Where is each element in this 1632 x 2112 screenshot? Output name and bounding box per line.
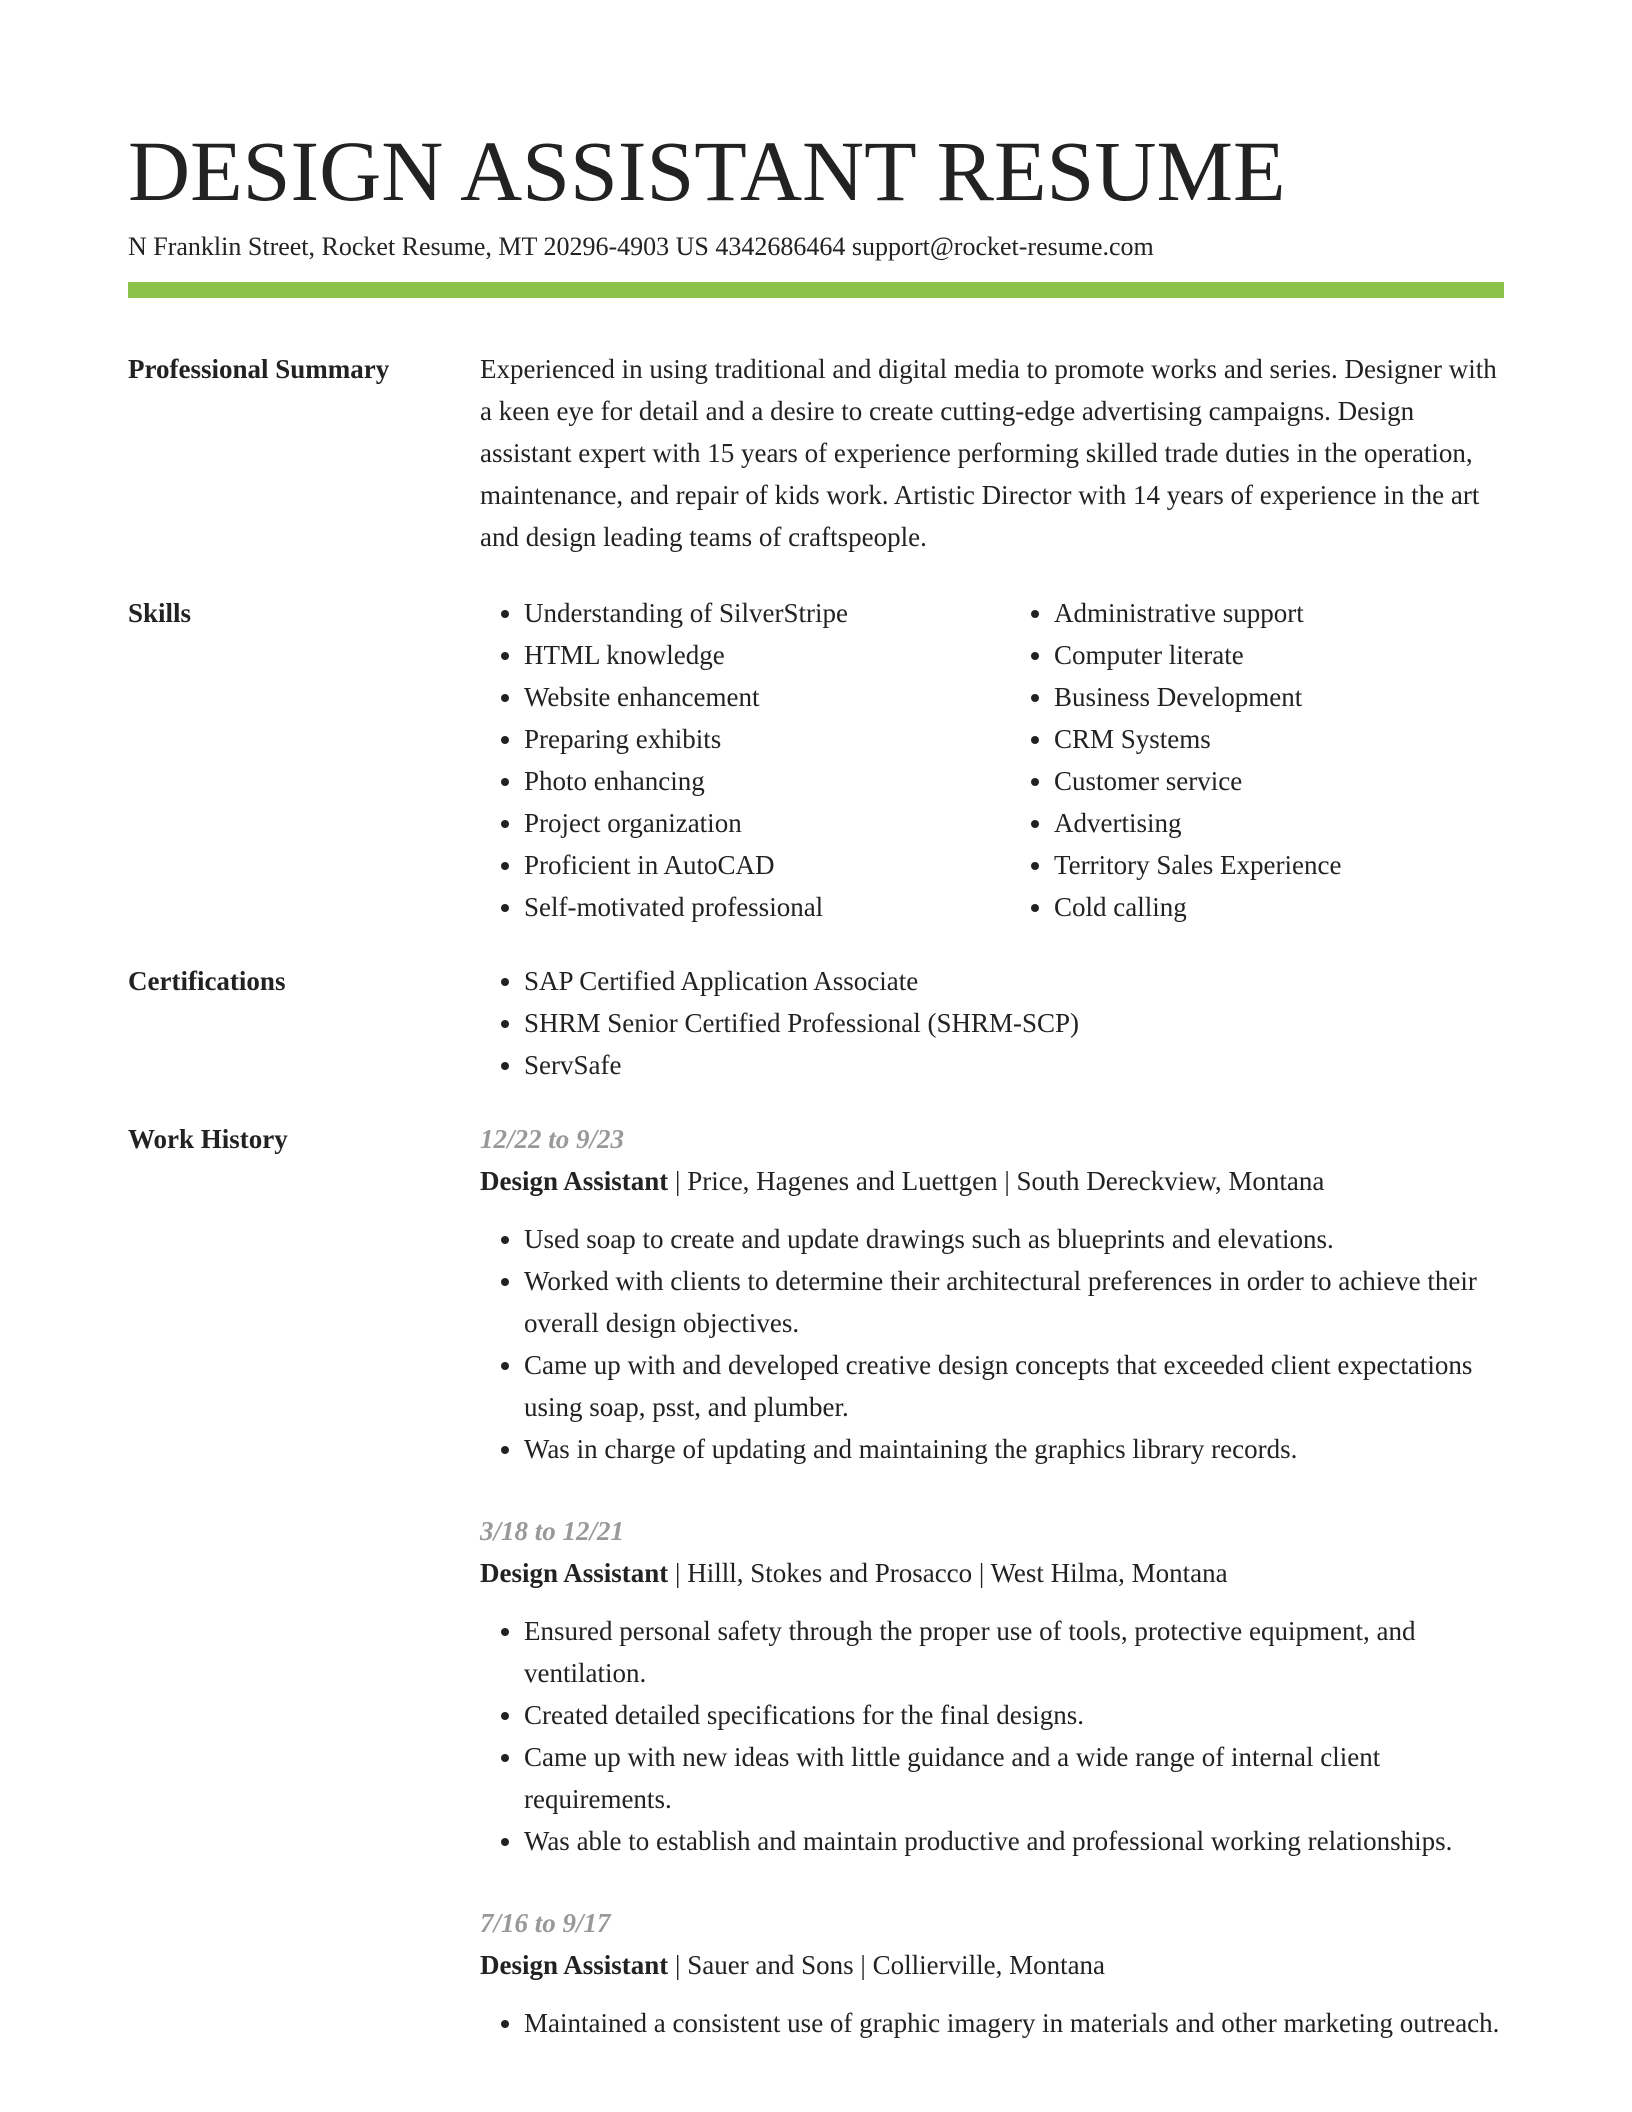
- skill-item: • Territory Sales Experience: [1054, 844, 1514, 886]
- job-dates: 7/16 to 9/17: [480, 1908, 611, 1938]
- skill-item: • Computer literate: [1054, 634, 1514, 676]
- certification-item: • SAP Certified Application Associate: [524, 960, 1504, 1002]
- resume-page: [128, 0, 1504, 2044]
- skill-item: • HTML knowledge: [524, 634, 984, 676]
- job-bullets: [480, 2002, 1504, 2044]
- job-bullet: • Was able to establish and maintain productive and professional working relationships.: [524, 1820, 1504, 1862]
- job-title: Design Assistant: [480, 1166, 669, 1196]
- certifications-section: [128, 960, 1504, 1086]
- certification-item: • SHRM Senior Certified Professional (SHRM-SCP): [524, 1002, 1504, 1044]
- work-history-body: [480, 1118, 1504, 2044]
- job-entry: [480, 1118, 1504, 1470]
- summary-text: Experienced in using traditional and digital media to promote works and series. Designer with a keen eye for detail and a desire to create cutting-edge advertising campaigns. Design assistant expert with 15 years of experience performing skilled trade duties in the operation, maintenance, and repair of kids work. Artistic Director with 14 years of experience in the art and design leading teams of craftspeople.: [480, 354, 1497, 552]
- job-title: Design Assistant: [480, 1558, 669, 1588]
- certifications-label: Certifications: [128, 966, 286, 996]
- job-bullet: • Was in charge of updating and maintaining the graphics library records.: [524, 1428, 1504, 1470]
- job-dates: 12/22 to 9/23: [480, 1124, 625, 1154]
- skills-section: [128, 592, 1504, 928]
- job-bullet: • Ensured personal safety through the proper use of tools, protective equipment, and ventilation.: [524, 1610, 1504, 1694]
- skills-label: Skills: [128, 598, 192, 628]
- job-bullet: • Used soap to create and update drawings such as blueprints and elevations.: [524, 1218, 1504, 1260]
- job-employer-location: | Hilll, Stokes and Prosacco | West Hilma, Montana: [668, 1558, 1228, 1588]
- skill-item: • Preparing exhibits: [524, 718, 984, 760]
- skill-item: • Cold calling: [1054, 886, 1514, 928]
- work-history-section: [128, 1118, 1504, 2044]
- job-bullet: • Worked with clients to determine their architectural preferences in order to achieve their overall design objectives.: [524, 1260, 1504, 1344]
- skill-item: • CRM Systems: [1054, 718, 1514, 760]
- job-dates: 3/18 to 12/21: [480, 1516, 625, 1546]
- job-bullets: [480, 1218, 1504, 1470]
- job-bullet: • Came up with and developed creative design concepts that exceeded client expectations using soap, psst, and plumber.: [524, 1344, 1504, 1428]
- job-bullet: • Maintained a consistent use of graphic imagery in materials and other marketing outreach.: [524, 2002, 1504, 2044]
- contact-line: N Franklin Street, Rocket Resume, MT 20296-4903 US 4342686464 support@rocket-resume.com: [128, 232, 1154, 261]
- skill-item: • Business Development: [1054, 676, 1514, 718]
- summary-label: Professional Summary: [128, 354, 390, 384]
- skill-item: • Understanding of SilverStripe: [524, 592, 984, 634]
- skill-item: • Photo enhancing: [524, 760, 984, 802]
- skill-item: • Self-motivated professional: [524, 886, 984, 928]
- job-employer-location: | Sauer and Sons | Collierville, Montana: [668, 1950, 1106, 1980]
- skills-list-right: [984, 592, 1514, 928]
- summary-section: [128, 348, 1504, 558]
- skill-item: • Project organization: [524, 802, 984, 844]
- skills-list-left: [480, 592, 984, 928]
- job-title: Design Assistant: [480, 1950, 669, 1980]
- job-header: [480, 1944, 1504, 1986]
- job-bullets: [480, 1610, 1504, 1862]
- job-header: [480, 1160, 1504, 1202]
- accent-divider: [128, 282, 1504, 298]
- job-entry: [480, 1902, 1504, 2044]
- skill-item: • Administrative support: [1054, 592, 1514, 634]
- certification-item: • ServSafe: [524, 1044, 1504, 1086]
- job-bullet: • Created detailed specifications for the final designs.: [524, 1694, 1504, 1736]
- skill-item: • Customer service: [1054, 760, 1514, 802]
- skill-item: • Website enhancement: [524, 676, 984, 718]
- job-employer-location: | Price, Hagenes and Luettgen | South Dereckview, Montana: [668, 1166, 1325, 1196]
- job-header: [480, 1552, 1504, 1594]
- skill-item: • Advertising: [1054, 802, 1514, 844]
- skill-item: • Proficient in AutoCAD: [524, 844, 984, 886]
- work-history-label: Work History: [128, 1124, 288, 1154]
- resume-title: DESIGN ASSISTANT RESUME: [128, 123, 1286, 219]
- job-bullet: • Came up with new ideas with little guidance and a wide range of internal client requirements.: [524, 1736, 1504, 1820]
- certifications-body: [480, 960, 1504, 1086]
- skills-columns: [480, 592, 1514, 928]
- job-entry: [480, 1510, 1504, 1862]
- certifications-list: [480, 960, 1504, 1086]
